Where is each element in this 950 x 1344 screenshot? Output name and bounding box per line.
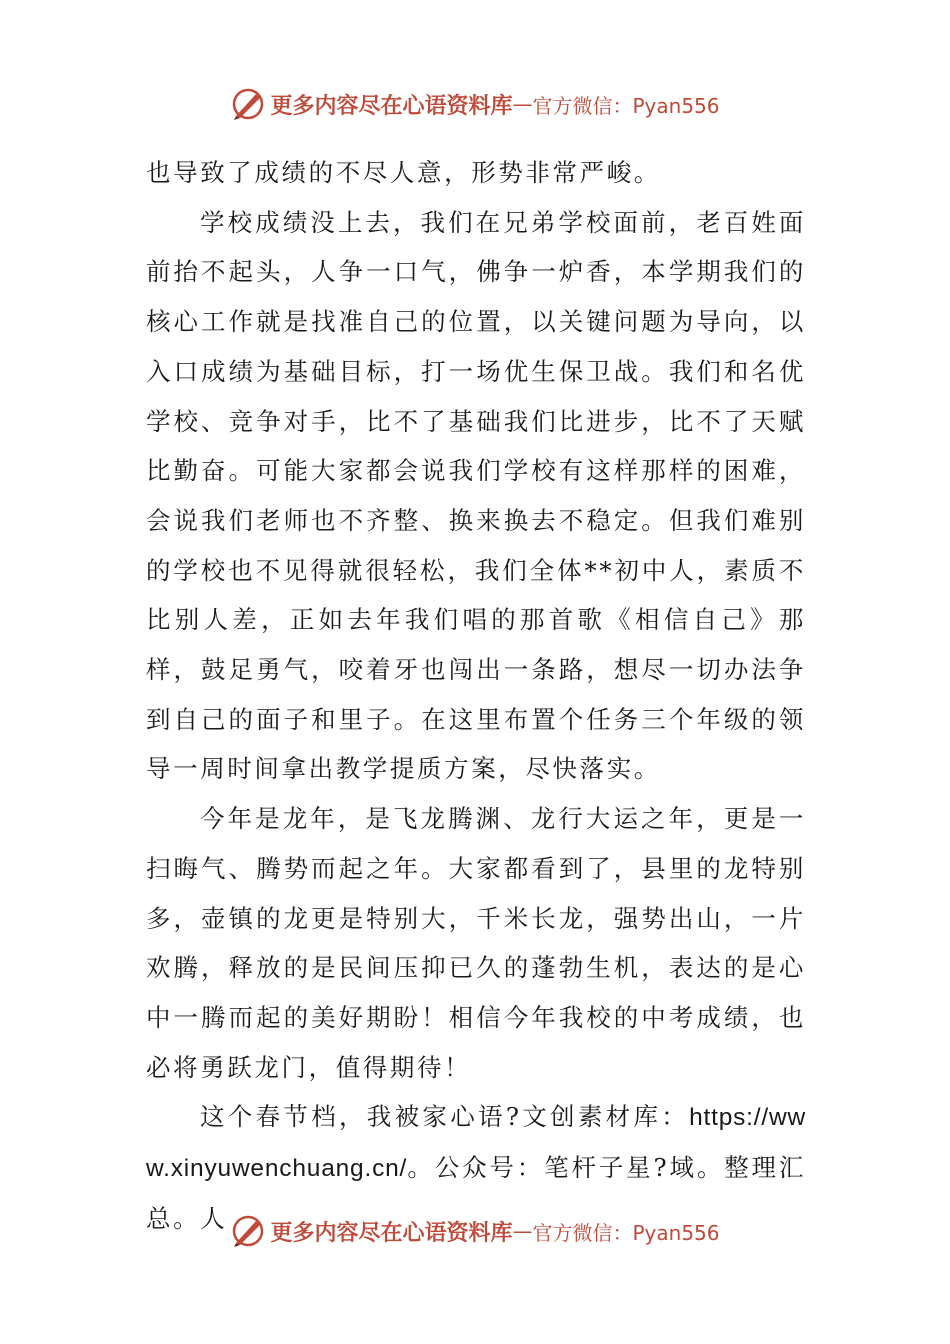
banner-wechat: 官方微信：Pyan556 — [532, 1220, 720, 1245]
paragraph-2: 学校成绩没上去，我们在兄弟学校面前，老百姓面前抬不起头，人争一口气，佛争一炉香，本学期我们的核心工作就是找准自己的位置，以关键问题为导向，以入口成绩为基础目标，打一场优生保卫战。我们和名优学校、竞争对手，比不了基础我们比进步，比不了天赋比勤奋。可能大家都会说我们学校有这样那样的困难，会说我们老师也不齐整、换来换去不稳定。但我们难别的学校也不见得就很轻松，我们全体**初中人，素质不比别人差，正如去年我们唱的那首歌《相信自己》那样，鼓足勇气，咬着牙也闯出一条路，想尽一切办法争到自己的面子和里子。在这里布置个任务三个年级的领导一周时间拿出教学提质方案，尽快落实。 — [146, 207, 806, 784]
footer-banner — [0, 1211, 950, 1251]
header-banner — [0, 84, 950, 124]
banner-separator: — — [512, 1219, 533, 1243]
paragraph-4-tail: 。公众号：笔杆子星?域。整理汇总。人 — [146, 1153, 806, 1233]
website-link[interactable]: https://www.xinyuwenchuang.cn/ — [146, 1104, 806, 1183]
banner-wechat: 官方微信：Pyan556 — [532, 93, 720, 118]
paragraph-3: 今年是龙年，是飞龙腾渊、龙行大运之年，更是一扫晦气、腾势而起之年。大家都看到了，县里的龙特别多，壶镇的龙更是特别大，千米长龙，强势出山，一片欢腾，释放的是民间压抑已久的蓬勃生机，表达的是心中一腾而起的美好期盼！相信今年我校的中考成绩，也必将勇跃龙门，值得期待！ — [146, 804, 806, 1082]
banner-separator: — — [512, 92, 533, 116]
banner-title: 更多内容尽在心语资料库 — [270, 92, 513, 119]
paragraph-4-lead: 这个春节档，我被家心语?文创素材库： — [200, 1102, 690, 1132]
document-body — [146, 148, 806, 1243]
banner-title: 更多内容尽在心语资料库 — [270, 1219, 513, 1246]
pen-logo-icon — [230, 86, 266, 122]
pen-logo-icon — [230, 1213, 266, 1249]
paragraph-1: 也导致了成绩的不尽人意，形势非常严峻。 — [146, 158, 661, 187]
